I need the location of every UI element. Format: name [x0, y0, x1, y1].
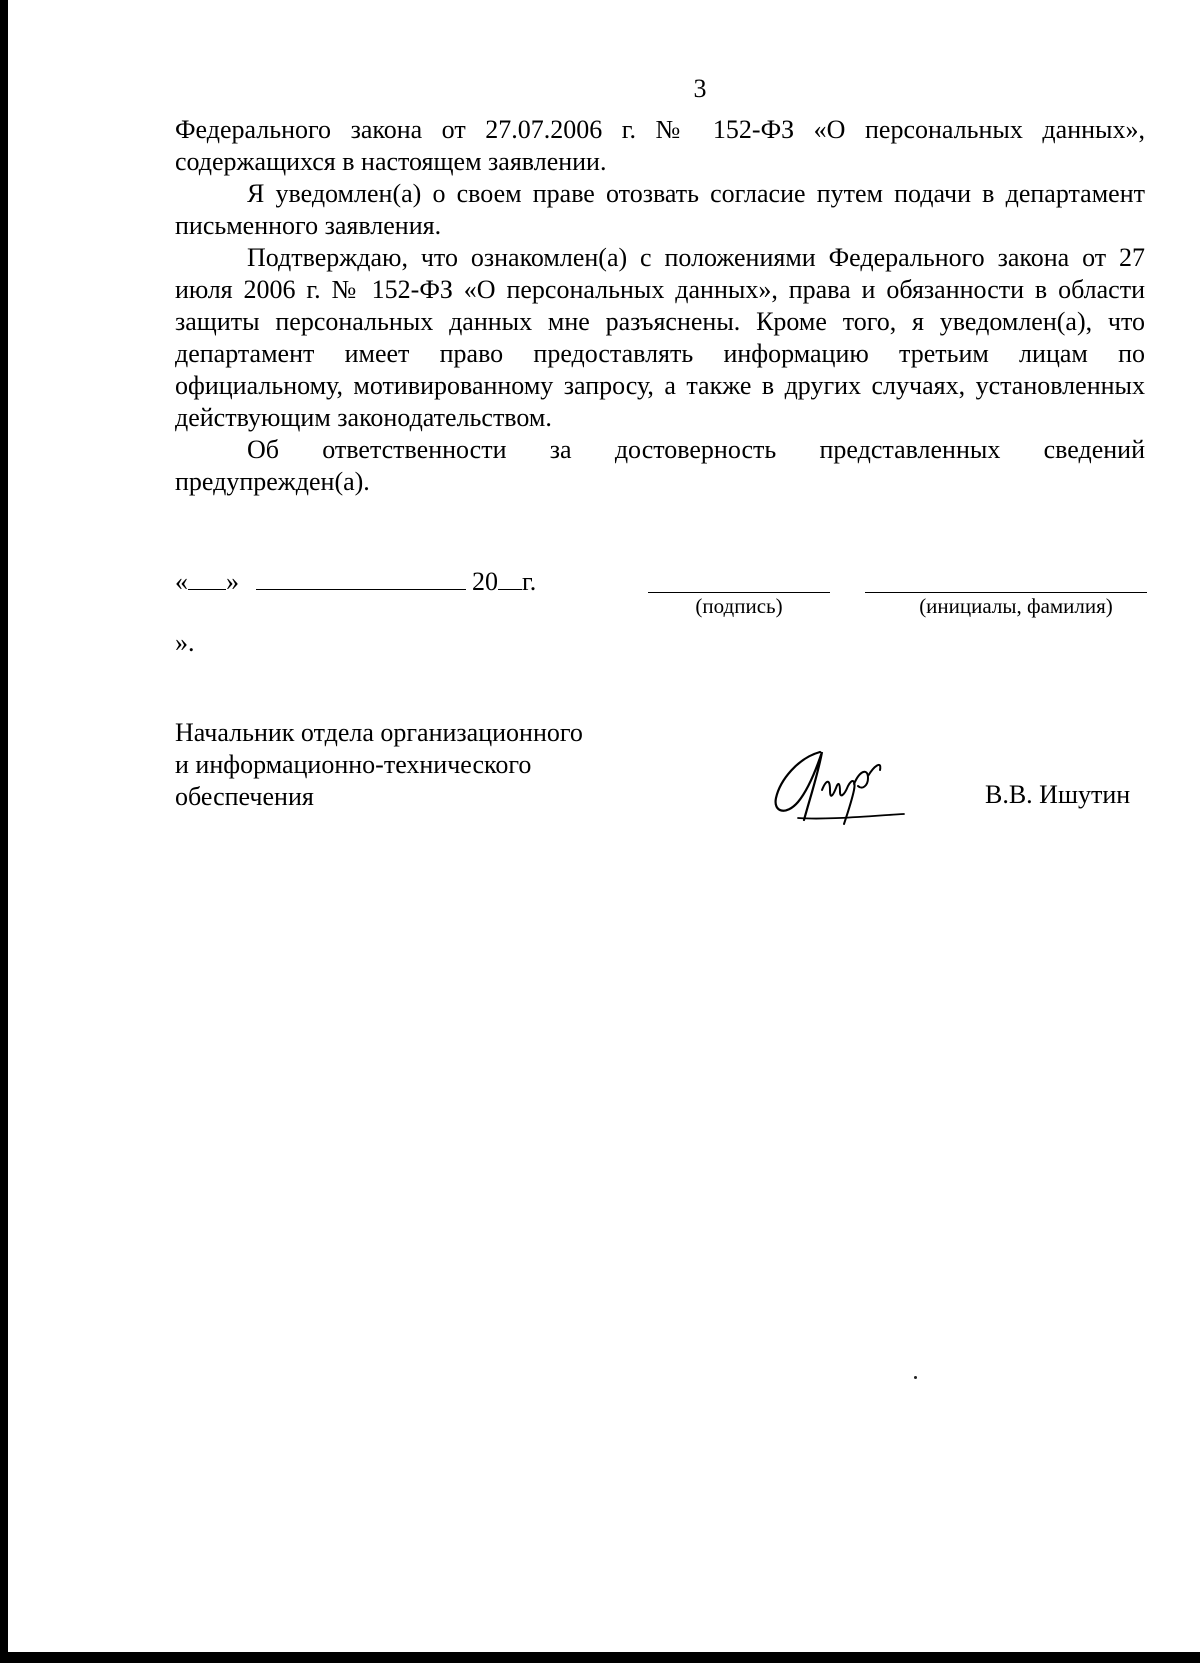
body-text	[175, 114, 1145, 498]
paragraph-withdraw-right: Я уведомлен(а) о своем праве отозвать согласие путем подачи в департамент письменного заявления.	[175, 179, 1145, 240]
year-suffix: г.	[522, 567, 537, 596]
name-line	[865, 592, 1147, 593]
year-prefix: 20	[472, 567, 498, 596]
closing-quote: ».	[175, 628, 195, 657]
date-close-quote: »	[226, 567, 239, 596]
paragraph-responsibility: Об ответственности за достоверность представленных сведений предупрежден(а).	[175, 435, 1145, 496]
official-title	[175, 717, 695, 813]
page-number: 3	[693, 74, 707, 103]
official-name: В.В. Ишутин	[985, 780, 1131, 809]
paragraph-consent-continuation: Федерального закона от 27.07.2006 г. № 152-ФЗ «О персональных данных», содержащихся в настоящем заявлении.	[175, 115, 1145, 176]
official-title-line: обеспечения	[175, 782, 314, 811]
scan-border-bottom	[0, 1652, 1200, 1663]
handwritten-signature-image	[768, 740, 908, 830]
official-title-line: Начальник отдела организационного	[175, 718, 583, 747]
scan-border-left	[0, 0, 8, 1663]
scan-speck	[914, 1376, 917, 1379]
official-title-line: и информационно-технического	[175, 750, 532, 779]
date-field	[175, 566, 536, 598]
paragraph-acknowledgement: Подтверждаю, что ознакомлен(а) с положениями Федерального закона от 27 июля 2006 г. № 152-ФЗ «О персональных данных», права и обязанности в области защиты персональных данных мне разъяснены. Кроме того, я уведомлен(а), что департамент имеет право предоставлять информацию третьим лицам по официальному, мотивированному запросу, а также в других случаях, установленных действующим законодательством.	[175, 243, 1145, 432]
year-blank	[498, 567, 522, 590]
signature-line	[648, 592, 830, 593]
signature-caption: (подпись)	[695, 594, 783, 618]
month-blank	[256, 567, 466, 590]
name-caption: (инициалы, фамилия)	[919, 594, 1113, 618]
day-blank	[188, 567, 226, 590]
date-open-quote: «	[175, 567, 188, 596]
